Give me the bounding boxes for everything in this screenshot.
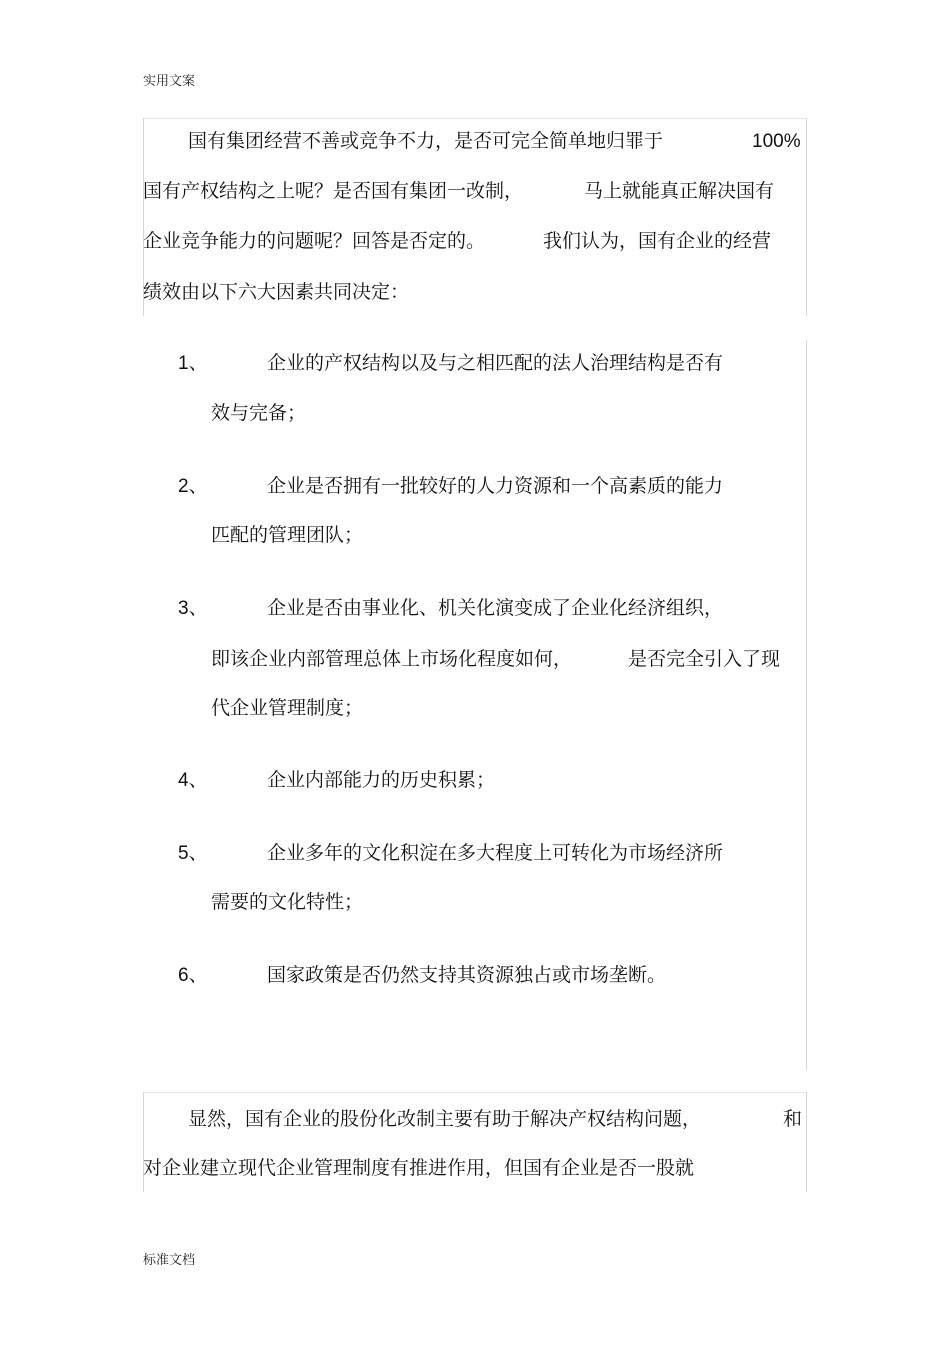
item-text-line: 企业是否由事业化、机关化演变成了企业化经济组织， — [267, 597, 724, 619]
box2-top-rule — [143, 1092, 807, 1093]
intro-line-3: 企业竞争能力的问题呢？回答是否定的。 — [143, 230, 486, 252]
item-number: 2、 — [178, 476, 208, 497]
item-number: 6、 — [178, 965, 208, 986]
list-right-rule — [806, 340, 807, 1070]
item-text-line: 是否完全引入了现 — [628, 648, 781, 670]
box-top-rule — [143, 118, 807, 119]
intro-line-3-b: 我们认为，国有企业的经营 — [543, 230, 772, 252]
item-text-line: 代企业管理制度； — [211, 697, 364, 719]
item-text-line: 企业是否拥有一批较好的人力资源和一个高素质的能力 — [267, 475, 724, 497]
item-text-line: 企业内部能力的历史积累； — [267, 769, 496, 791]
intro-line-2: 国有产权结构之上呢？是否国有集团一改制， — [143, 180, 524, 202]
item-number: 1、 — [178, 353, 208, 374]
intro-percent: 100% — [752, 131, 801, 152]
item-text-line: 效与完备； — [211, 402, 307, 424]
conclusion-line-1: 显然，国有企业的股份化改制主要有助于解决产权结构问题， — [188, 1108, 702, 1130]
box-right-rule — [806, 118, 807, 316]
intro-line-2-b: 马上就能真正解决国有 — [584, 180, 775, 202]
item-number: 4、 — [178, 770, 208, 791]
intro-line-4: 绩效由以下六大因素共同决定： — [143, 281, 410, 303]
page-footer: 标准文档 — [143, 1253, 196, 1268]
item-number: 3、 — [178, 598, 208, 619]
item-text-line: 企业的产权结构以及与之相匹配的法人治理结构是否有 — [267, 352, 724, 374]
intro-line-1: 国有集团经营不善或竞争不力，是否可完全简单地归罪于 — [188, 130, 664, 152]
page-header: 实用文案 — [143, 74, 196, 89]
item-text-line: 企业多年的文化积淀在多大程度上可转化为市场经济所 — [267, 842, 724, 864]
conclusion-line-2: 对企业建立现代企业管理制度有推进作用，但国有企业是否一股就 — [143, 1157, 695, 1179]
box2-right-rule — [806, 1092, 807, 1192]
conclusion-line-1-b: 和 — [783, 1108, 803, 1130]
item-text-line: 匹配的管理团队； — [211, 524, 364, 546]
item-text-line: 需要的文化特性； — [211, 891, 364, 913]
item-text-line: 即该企业内部管理总体上市场化程度如何， — [211, 648, 573, 670]
item-text-line: 国家政策是否仍然支持其资源独占或市场垄断。 — [267, 964, 667, 986]
item-number: 5、 — [178, 843, 208, 864]
